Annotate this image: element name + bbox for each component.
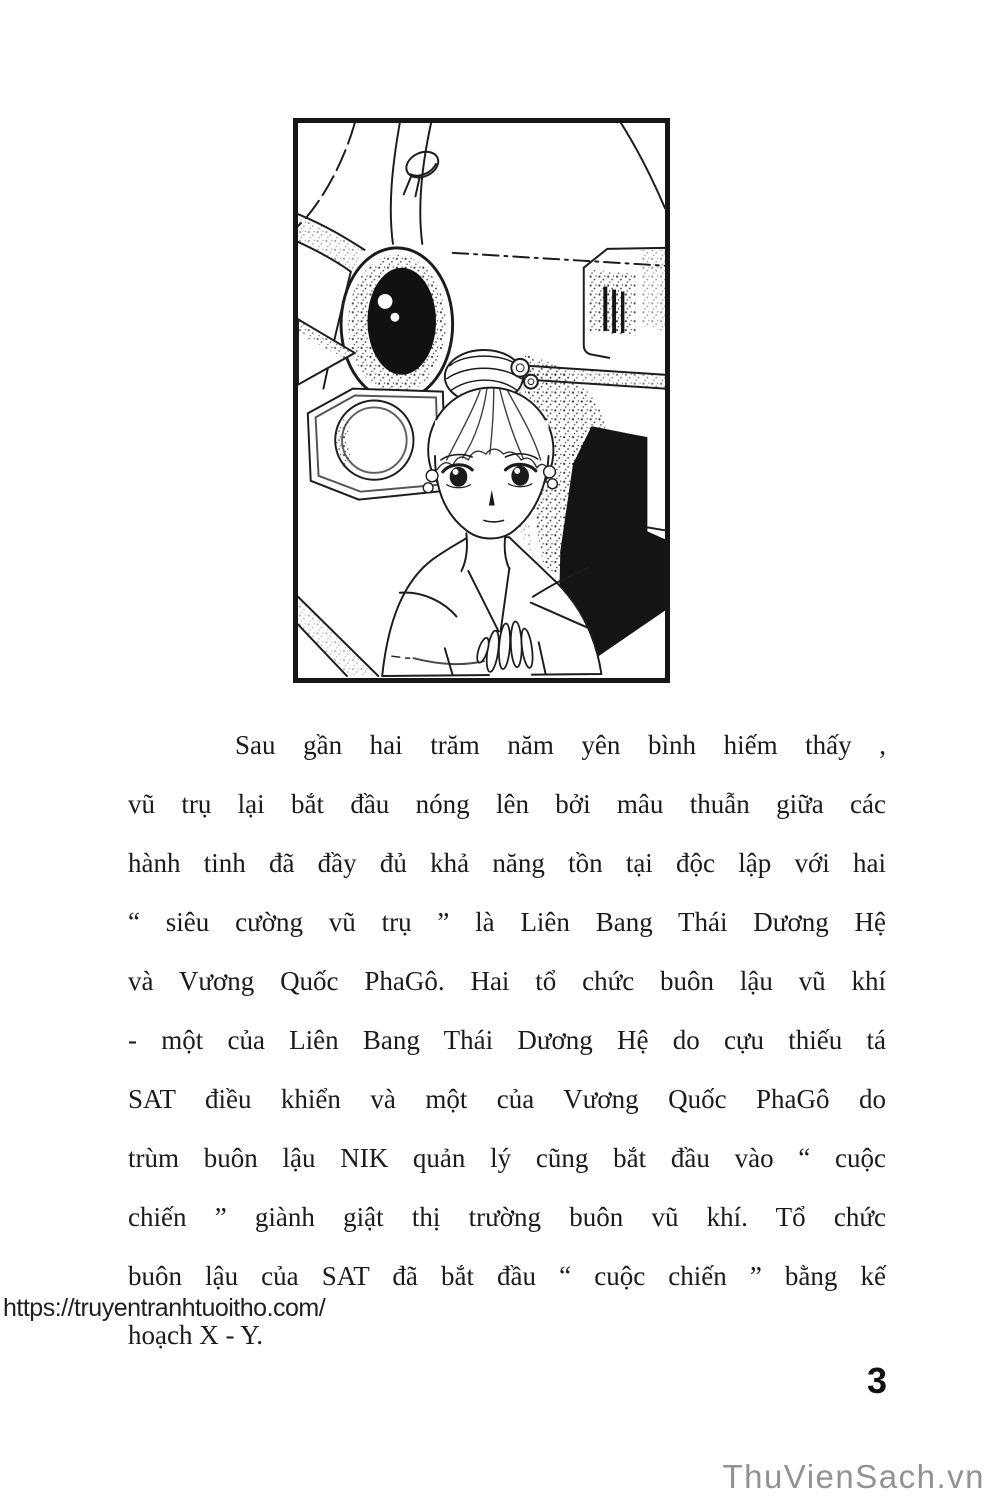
site-logo: ThuVienSach.vn bbox=[722, 1458, 985, 1495]
paragraph-line: hoạch X - Y. bbox=[128, 1320, 263, 1350]
page-number: 3 bbox=[867, 1360, 888, 1401]
paragraph-line: trùm buôn lậu NIK quản lý cũng bắt đầu vào “ cuộc bbox=[128, 1143, 886, 1173]
paragraph-line: Sau gần hai trăm năm yên bình hiếm thấy , bbox=[235, 730, 886, 760]
story-paragraph bbox=[128, 716, 886, 1365]
paragraph-line: chiến ” giành giật thị trường buôn vũ khí. Tổ chức bbox=[128, 1202, 886, 1232]
manga-panel bbox=[293, 118, 670, 683]
paragraph-line: “ siêu cường vũ trụ ” là Liên Bang Thái Dương Hệ bbox=[128, 907, 886, 937]
paragraph-line: buôn lậu của SAT đã bắt đầu “ cuộc chiến ” bằng kế bbox=[128, 1261, 886, 1291]
paragraph-line: và Vương Quốc PhaGô. Hai tổ chức buôn lậu vũ khí bbox=[128, 966, 886, 996]
manga-panel-illustration bbox=[298, 123, 665, 678]
paragraph-line: - một của Liên Bang Thái Dương Hệ do cựu thiếu tá bbox=[128, 1025, 886, 1055]
paragraph-line: SAT điều khiển và một của Vương Quốc PhaGô do bbox=[128, 1084, 886, 1114]
paragraph-line: hành tinh đã đầy đủ khả năng tồn tại độc lập với hai bbox=[128, 848, 886, 878]
watermark-url: https://truyentranhtuoitho.com/ bbox=[3, 1294, 326, 1322]
paragraph-line: vũ trụ lại bắt đầu nóng lên bởi mâu thuẫn giữa các bbox=[128, 789, 886, 819]
